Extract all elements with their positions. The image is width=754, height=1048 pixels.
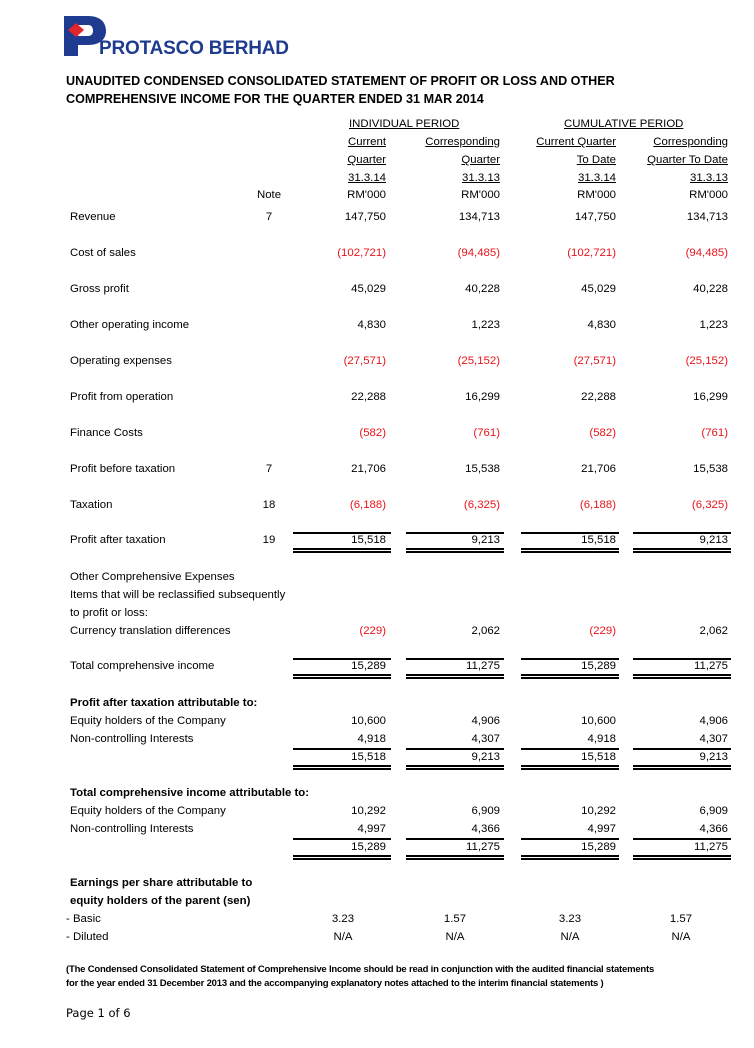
rows-finance-costs-label: Finance Costs <box>70 427 143 439</box>
rows-taxation-col2: (6,325) <box>463 499 500 511</box>
pat-attrib-heading: Profit after taxation attributable to: <box>70 697 258 709</box>
tci-attrib-equity-col1: 10,292 <box>351 805 386 817</box>
col2-line1: Corresponding <box>425 136 500 148</box>
rows-profit-before-tax-col4: 15,538 <box>693 463 728 475</box>
rows-revenue-col3: 147,750 <box>574 211 616 223</box>
total-top-rule <box>293 658 391 660</box>
subtotal-rule <box>293 748 391 750</box>
oci-total-col3: 15,289 <box>581 660 616 672</box>
rows-profit-after-tax-col3: 15,518 <box>581 534 616 546</box>
double-underline-rule <box>406 765 504 770</box>
subtotal-rule <box>633 838 731 840</box>
unit-col3: RM'000 <box>577 189 616 201</box>
rows-revenue-note: 7 <box>265 211 273 223</box>
double-underline-rule <box>521 765 619 770</box>
eps-heading-2: equity holders of the parent (sen) <box>70 895 251 907</box>
double-underline-rule <box>521 548 619 553</box>
footnote-line-2: for the year ended 31 December 2013 and the accompanying explanatory notes attached to the interim financial statements ) <box>66 978 604 989</box>
double-underline-rule <box>406 548 504 553</box>
rows-finance-costs-col2: (761) <box>473 427 500 439</box>
double-underline-rule <box>293 855 391 860</box>
rows-profit-from-operation-col4: 16,299 <box>693 391 728 403</box>
rows-operating-expenses-col3: (27,571) <box>573 355 616 367</box>
rows-revenue-col2: 134,713 <box>458 211 500 223</box>
rows-taxation-label: Taxation <box>70 499 113 511</box>
col2-line2: Quarter <box>461 154 500 166</box>
rows-profit-after-tax-note: 19 <box>262 534 276 546</box>
col3-line2: To Date <box>576 154 616 166</box>
pat-attrib-equity-col3: 10,600 <box>581 715 616 727</box>
rows-operating-expenses-label: Operating expenses <box>70 355 172 367</box>
pat-attrib-total-col3: 15,518 <box>581 751 616 763</box>
rows-profit-after-tax-label: Profit after taxation <box>70 534 166 546</box>
pat-attrib-nci-col3: 4,918 <box>587 733 616 745</box>
double-underline-rule <box>406 855 504 860</box>
rows-gross-profit-col1: 45,029 <box>351 283 386 295</box>
rows-gross-profit-label: Gross profit <box>70 283 129 295</box>
rows-taxation-col1: (6,188) <box>349 499 386 511</box>
pat-attrib-nci-col4: 4,307 <box>699 733 728 745</box>
eps-diluted-col2: N/A <box>445 931 465 943</box>
rows-operating-expenses-col4: (25,152) <box>685 355 728 367</box>
eps-basic-col4: 1.57 <box>669 913 693 925</box>
double-underline-rule <box>633 674 731 679</box>
col1-line1: Current <box>348 136 386 148</box>
subtotal-rule <box>406 748 504 750</box>
rows-profit-from-operation-label: Profit from operation <box>70 391 174 403</box>
unit-col2: RM'000 <box>461 189 500 201</box>
tci-attrib-nci-col2: 4,366 <box>471 823 500 835</box>
unit-col4: RM'000 <box>689 189 728 201</box>
col1-date: 31.3.14 <box>347 172 386 184</box>
tci-attrib-equity-col4: 6,909 <box>699 805 728 817</box>
oci-currency-col3: (229) <box>589 625 616 637</box>
oci-currency-col1: (229) <box>359 625 386 637</box>
rows-other-income-label: Other operating income <box>70 319 190 331</box>
title-line-2: COMPREHENSIVE INCOME FOR THE QUARTER ENDED 31 MAR 2014 <box>66 92 484 106</box>
total-top-rule <box>521 532 619 534</box>
rows-cost-of-sales-col2: (94,485) <box>457 247 500 259</box>
column-header-4 <box>610 133 728 187</box>
oci-total-label: Total comprehensive income <box>70 660 215 672</box>
rows-finance-costs-col1: (582) <box>359 427 386 439</box>
pat-attrib-equity-label: Equity holders of the Company <box>70 715 226 727</box>
tci-attrib-nci-label: Non-controlling Interests <box>70 823 194 835</box>
oci-heading: Other Comprehensive Expenses <box>70 571 235 583</box>
tci-attrib-total-col3: 15,289 <box>581 841 616 853</box>
rows-gross-profit-col2: 40,228 <box>465 283 500 295</box>
oci-total-col2: 11,275 <box>466 660 500 672</box>
rows-profit-before-tax-col3: 21,706 <box>581 463 616 475</box>
total-top-rule <box>633 658 731 660</box>
pat-attrib-total-col1: 15,518 <box>351 751 386 763</box>
rows-cost-of-sales-label: Cost of sales <box>70 247 136 259</box>
rows-profit-from-operation-col2: 16,299 <box>465 391 500 403</box>
tci-attrib-equity-col3: 10,292 <box>581 805 616 817</box>
rows-other-income-col2: 1,223 <box>471 319 500 331</box>
col4-line1: Corresponding <box>653 136 728 148</box>
double-underline-rule <box>633 765 731 770</box>
subtotal-rule <box>633 748 731 750</box>
tci-attrib-total-col4: 11,275 <box>694 841 728 853</box>
rows-gross-profit-col3: 45,029 <box>581 283 616 295</box>
tci-attrib-nci-col1: 4,997 <box>357 823 386 835</box>
oci-currency-col2: 2,062 <box>471 625 500 637</box>
statement-title <box>66 72 615 108</box>
double-underline-rule <box>521 855 619 860</box>
page-number: Page 1 of 6 <box>66 1006 131 1020</box>
rows-operating-expenses-col2: (25,152) <box>457 355 500 367</box>
total-top-rule <box>293 532 391 534</box>
tci-attrib-heading: Total comprehensive income attributable to: <box>70 787 310 799</box>
rows-cost-of-sales-col1: (102,721) <box>337 247 386 259</box>
eps-basic-label: - Basic <box>66 913 101 925</box>
individual-period-header: INDIVIDUAL PERIOD <box>349 118 460 130</box>
pat-attrib-equity-col4: 4,906 <box>699 715 728 727</box>
oci-total-col4: 11,275 <box>694 660 728 672</box>
pat-attrib-nci-col1: 4,918 <box>357 733 386 745</box>
column-header-1 <box>288 133 386 187</box>
eps-diluted-col1: N/A <box>333 931 353 943</box>
double-underline-rule <box>633 855 731 860</box>
oci-subheading-1: Items that will be reclassified subsequently <box>70 589 286 601</box>
rows-profit-after-tax-col2: 9,213 <box>471 534 500 546</box>
tci-attrib-equity-label: Equity holders of the Company <box>70 805 226 817</box>
tci-attrib-nci-col4: 4,366 <box>699 823 728 835</box>
rows-revenue-col1: 147,750 <box>344 211 386 223</box>
tci-attrib-total-col1: 15,289 <box>351 841 386 853</box>
col4-date: 31.3.13 <box>689 172 728 184</box>
eps-basic-col1: 3.23 <box>331 913 355 925</box>
rows-gross-profit-col4: 40,228 <box>693 283 728 295</box>
cumulative-period-header: CUMULATIVE PERIOD <box>564 118 684 130</box>
rows-profit-before-tax-note: 7 <box>265 463 273 475</box>
tci-attrib-total-col2: 11,275 <box>466 841 500 853</box>
subtotal-rule <box>521 838 619 840</box>
total-top-rule <box>406 658 504 660</box>
eps-diluted-label: - Diluted <box>66 931 109 943</box>
eps-basic-col3: 3.23 <box>558 913 582 925</box>
oci-subheading-2: to profit or loss: <box>70 607 148 619</box>
company-name: PROTASCO BERHAD <box>99 38 289 59</box>
rows-other-income-col1: 4,830 <box>357 319 386 331</box>
rows-other-income-col4: 1,223 <box>699 319 728 331</box>
rows-taxation-col4: (6,325) <box>691 499 728 511</box>
pat-attrib-equity-col1: 10,600 <box>351 715 386 727</box>
double-underline-rule <box>406 674 504 679</box>
total-top-rule <box>406 532 504 534</box>
tci-attrib-equity-col2: 6,909 <box>471 805 500 817</box>
rows-revenue-col4: 134,713 <box>686 211 728 223</box>
rows-profit-before-tax-col2: 15,538 <box>465 463 500 475</box>
rows-profit-from-operation-col3: 22,288 <box>581 391 616 403</box>
pat-attrib-nci-col2: 4,307 <box>471 733 500 745</box>
col2-date: 31.3.13 <box>461 172 500 184</box>
rows-profit-before-tax-col1: 21,706 <box>351 463 386 475</box>
oci-total-col1: 15,289 <box>351 660 386 672</box>
oci-currency-col4: 2,062 <box>699 625 728 637</box>
footnote-line-1: (The Condensed Consolidated Statement of Comprehensive Income should be read in conjunction with the audited financial statements <box>66 964 655 975</box>
subtotal-rule <box>521 748 619 750</box>
rows-other-income-col3: 4,830 <box>587 319 616 331</box>
column-header-2 <box>380 133 500 187</box>
eps-diluted-col3: N/A <box>560 931 580 943</box>
eps-heading-1: Earnings per share attributable to <box>70 877 253 889</box>
subtotal-rule <box>293 838 391 840</box>
total-top-rule <box>521 658 619 660</box>
note-header: Note <box>256 189 282 201</box>
double-underline-rule <box>293 548 391 553</box>
column-header-3 <box>500 133 616 187</box>
title-line-1: UNAUDITED CONDENSED CONSOLIDATED STATEMENT OF PROFIT OR LOSS AND OTHER <box>66 74 615 88</box>
col4-line2: Quarter To Date <box>647 154 728 166</box>
pat-attrib-total-col4: 9,213 <box>699 751 728 763</box>
rows-revenue-label: Revenue <box>70 211 116 223</box>
footnote <box>66 963 654 991</box>
pat-attrib-equity-col2: 4,906 <box>471 715 500 727</box>
eps-diluted-col4: N/A <box>671 931 691 943</box>
double-underline-rule <box>521 674 619 679</box>
unit-col1: RM'000 <box>347 189 386 201</box>
rows-finance-costs-col3: (582) <box>589 427 616 439</box>
eps-basic-col2: 1.57 <box>443 913 467 925</box>
col3-line1: Current Quarter <box>536 136 616 148</box>
tci-attrib-nci-col3: 4,997 <box>587 823 616 835</box>
oci-currency-label: Currency translation differences <box>70 625 231 637</box>
rows-profit-from-operation-col1: 22,288 <box>351 391 386 403</box>
col1-line2: Quarter <box>347 154 386 166</box>
double-underline-rule <box>293 765 391 770</box>
rows-profit-after-tax-col1: 15,518 <box>351 534 386 546</box>
col3-date: 31.3.14 <box>577 172 616 184</box>
subtotal-rule <box>406 838 504 840</box>
rows-taxation-col3: (6,188) <box>579 499 616 511</box>
rows-taxation-note: 18 <box>262 499 276 511</box>
rows-profit-before-tax-label: Profit before taxation <box>70 463 176 475</box>
total-top-rule <box>633 532 731 534</box>
rows-operating-expenses-col1: (27,571) <box>343 355 386 367</box>
double-underline-rule <box>293 674 391 679</box>
rows-finance-costs-col4: (761) <box>701 427 728 439</box>
rows-cost-of-sales-col4: (94,485) <box>685 247 728 259</box>
double-underline-rule <box>633 548 731 553</box>
rows-profit-after-tax-col4: 9,213 <box>699 534 728 546</box>
pat-attrib-total-col2: 9,213 <box>471 751 500 763</box>
rows-cost-of-sales-col3: (102,721) <box>567 247 616 259</box>
pat-attrib-nci-label: Non-controlling Interests <box>70 733 194 745</box>
